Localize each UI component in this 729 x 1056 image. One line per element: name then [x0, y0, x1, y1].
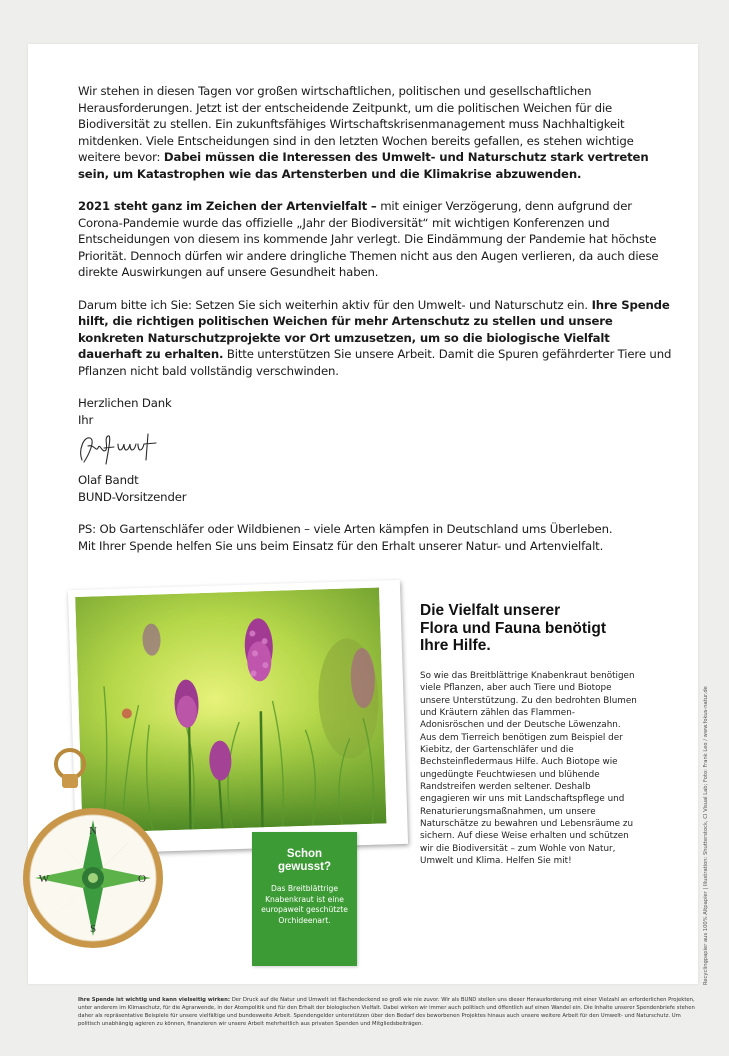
signer-role: BUND-Vorsitzender	[78, 489, 187, 504]
closing	[78, 395, 674, 428]
compass-letter-w: W	[38, 873, 50, 885]
compass-illustration	[8, 738, 178, 968]
signature	[74, 430, 184, 468]
compass-letter-s: S	[89, 923, 97, 935]
did-you-know-heading: Schon gewusst?	[277, 848, 332, 873]
closing-thanks: Herzlichen Dank	[78, 396, 172, 410]
sidebar-text: So wie das Breitblättrige Knabenkraut benötigen viele Pflanzen, aber auch Tiere und Biotope unsere Unterstützung. Zu den bedrohten Blumen und Kräutern zählen das Flammen-Adonisröschen und der Deutsche Löwenzahn. Aus dem Tierreich benötigen zum Beispiel der Kiebitz, der Gartenschläfer und die Bechsteinfledermaus Hilfe. Auch Biotope wie ungedüngte Feuchtwiesen und blühende Randstreifen werden seltener. Deshalb engagieren wir uns mit Landschaftspflege und Renaturierungsmaßnahmen, um unsere Naturschätze zu bewahren und Lebensräume zu sichern. Auf diese Weise erhalten und schützen wir die Biodiversität – zum Wohle von Natur, Umwelt und Klima. Helfen Sie mit!	[420, 671, 637, 867]
compass-letter-o: O	[138, 873, 146, 885]
did-you-know-box	[252, 832, 357, 966]
postscript-line-1: PS: Ob Gartenschläfer oder Wildbienen – viele Arten kämpfen in Deutschland ums Überleben.	[78, 522, 613, 536]
closing-ihr: Ihr	[78, 412, 94, 427]
footer-note: Ihre Spende ist wichtig und kann vielseitig wirken: Der Druck auf die Natur und Umwelt ist flächendeckend so groß wie nie zuvor. Wir als BUND stellen uns dieser Herausforderung mit einer Vielzahl an erforderlichen Projekten, unter anderem im Klimaschutz, für die Agrarwende, in der Atompolitik und für den Erhalt der biologischen Vielfalt. Dabei wirken wir immer auch politisch und öffentlich auf einen Wandel ein. Die Inhalte unserer Spendenbriefe stehen daher als repräsentative Beispiele für unsere vielfältige und bundesweite Arbeit. Spendengelder unterstützen über den Bedarf des beworbenen Projektes hinaus auch unsere weitere Arbeit für den Umwelt- und Naturschutz. Um politisch unabhängig agieren zu können, finanzieren wir unsere Arbeit mehrheitlich aus privaten Spenden und Mitgliedsbeiträgen.	[78, 997, 695, 1027]
signer-name: Olaf Bandt	[78, 473, 139, 487]
sidebar-heading: Die Vielfalt unserer Flora und Fauna benötigt Ihre Hilfe.	[420, 602, 606, 654]
paragraph-1: Wir stehen in diesen Tagen vor großen wirtschaftlichen, politischen und gesellschaftlichen Herausforderungen. Jetzt ist der entscheidende Zeitpunkt, um die politischen Weichen für die Biodiversität zu stellen. Ein zukunftsfähiges Wirtschaftskrisenmanagement muss Nachhaltigkeit mitdenken. Viele Entscheidungen sind in den letzten Wochen bereits gefallen, es stehen wichtige weitere bevor: Dabei müssen die Interessen des Umwelt- und Naturschutz stark vertreten sein, um Katastrophen wie das Artensterben und die Klimakrise abzuwenden.	[78, 84, 649, 181]
paragraph-3: Darum bitte ich Sie: Setzen Sie sich weiterhin aktiv für den Umwelt- und Naturschutz ein. Ihre Spende hilft, die richtigen politischen Weichen für mehr Artenschutz zu stellen und unsere konkreten Naturschutzprojekte vor Ort umzusetzen, um so die biologische Vielfalt dauerhaft zu erhalten. Bitte unterstützen Sie unsere Arbeit. Damit die Spuren gefährderter Tiere und Pflanzen nicht bald vollständig verschwinden.	[78, 297, 672, 378]
photo-credit: Recyclingpapier aus 100% Altpapier | Illustration: Shutterstock, CI Visual Lab; Foto: Frank Leo / www.fokus-natur.de	[703, 686, 709, 985]
did-you-know-text: Das Breitblättrige Knabenkraut ist eine europaweit geschützte Orchideenart.	[261, 884, 348, 925]
paragraph-2: 2021 steht ganz im Zeichen der Artenvielfalt – mit einiger Verzögerung, denn aufgrund der Corona-Pandemie wurde das offizielle „Jahr der Biodiversität“ mit wichtigen Konferenzen und Entscheidungen von diesem ins kommende Jahr verlegt. Die Eindämmung der Pandemie hat höchste Priorität. Dennoch dürfen wir andere dringliche Themen nicht aus den Augen verlieren, da auch diese direkte Auswirkungen auf unsere Gesundheit haben.	[78, 199, 659, 279]
postscript-line-2: Mit Ihrer Spende helfen Sie uns beim Einsatz für den Erhalt unserer Natur- und Artenvielfalt.	[78, 538, 604, 553]
letter-body	[78, 83, 674, 554]
compass-letter-n: N	[89, 825, 97, 837]
